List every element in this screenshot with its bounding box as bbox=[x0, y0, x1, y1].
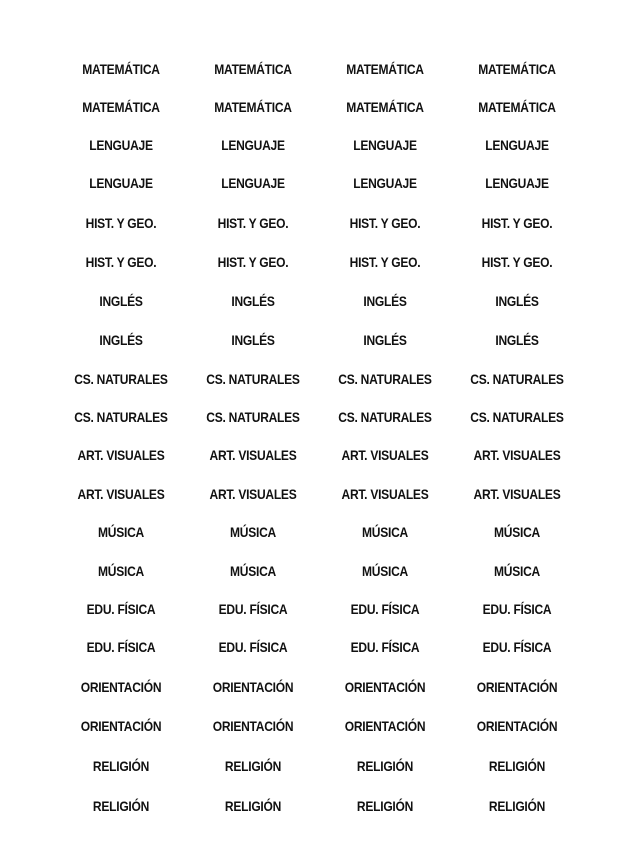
label-row bbox=[55, 57, 583, 81]
subject-label: HIST. Y GEO. bbox=[349, 254, 421, 270]
subject-label: CS. NATURALES bbox=[338, 371, 432, 387]
subject-label: MÚSICA bbox=[362, 563, 408, 579]
subject-label: RELIGIÓN bbox=[488, 758, 546, 774]
subject-label: EDU. FÍSICA bbox=[350, 601, 420, 617]
subject-label: RELIGIÓN bbox=[224, 758, 282, 774]
label-row bbox=[55, 211, 583, 235]
subject-label: EDU. FÍSICA bbox=[218, 639, 288, 655]
subject-label: HIST. Y GEO. bbox=[217, 254, 289, 270]
subject-label: ORIENTACIÓN bbox=[476, 679, 558, 695]
label-row bbox=[55, 520, 583, 544]
subject-label: RELIGIÓN bbox=[92, 758, 150, 774]
subject-label: ART. VISUALES bbox=[473, 447, 561, 463]
subject-label: ART. VISUALES bbox=[473, 486, 561, 502]
subject-label: ART. VISUALES bbox=[209, 486, 297, 502]
subject-label: EDU. FÍSICA bbox=[218, 601, 288, 617]
subject-label: MATEMÁTICA bbox=[214, 99, 292, 115]
subject-label: HIST. Y GEO. bbox=[217, 215, 289, 231]
subject-label: LENGUAJE bbox=[221, 175, 285, 191]
subject-label: INGLÉS bbox=[99, 332, 143, 348]
label-row bbox=[55, 794, 583, 818]
subject-label: LENGUAJE bbox=[353, 175, 417, 191]
subject-label: LENGUAJE bbox=[485, 137, 549, 153]
subject-label: LENGUAJE bbox=[89, 175, 153, 191]
subject-label: INGLÉS bbox=[99, 293, 143, 309]
subject-label: EDU. FÍSICA bbox=[86, 601, 156, 617]
subject-label: ORIENTACIÓN bbox=[344, 718, 426, 734]
subject-label: MÚSICA bbox=[98, 563, 144, 579]
subject-label: RELIGIÓN bbox=[92, 798, 150, 814]
subject-label: MÚSICA bbox=[494, 563, 540, 579]
subject-label: EDU. FÍSICA bbox=[482, 639, 552, 655]
subject-label: ART. VISUALES bbox=[341, 447, 429, 463]
subject-label: INGLÉS bbox=[363, 332, 407, 348]
subject-label: MÚSICA bbox=[494, 524, 540, 540]
label-row bbox=[55, 635, 583, 659]
subject-label: MATEMÁTICA bbox=[214, 61, 292, 77]
subject-label: ART. VISUALES bbox=[209, 447, 297, 463]
label-row bbox=[55, 754, 583, 778]
subject-label: RELIGIÓN bbox=[356, 758, 414, 774]
subject-label: LENGUAJE bbox=[221, 137, 285, 153]
label-row bbox=[55, 289, 583, 313]
subject-label: MATEMÁTICA bbox=[478, 99, 556, 115]
subject-label: EDU. FÍSICA bbox=[350, 639, 420, 655]
label-row bbox=[55, 559, 583, 583]
subject-label: MÚSICA bbox=[230, 563, 276, 579]
subject-label: MATEMÁTICA bbox=[346, 99, 424, 115]
subject-label: CS. NATURALES bbox=[470, 371, 564, 387]
subject-label: HIST. Y GEO. bbox=[85, 254, 157, 270]
label-row bbox=[55, 367, 583, 391]
subject-label: HIST. Y GEO. bbox=[349, 215, 421, 231]
subject-label: ART. VISUALES bbox=[341, 486, 429, 502]
subject-label: MATEMÁTICA bbox=[82, 99, 160, 115]
subject-label: RELIGIÓN bbox=[356, 798, 414, 814]
subject-label: MATEMÁTICA bbox=[346, 61, 424, 77]
subject-label: ART. VISUALES bbox=[77, 486, 165, 502]
subject-label: ORIENTACIÓN bbox=[80, 718, 162, 734]
subject-label: LENGUAJE bbox=[89, 137, 153, 153]
subject-label: INGLÉS bbox=[495, 293, 539, 309]
label-row bbox=[55, 133, 583, 157]
subject-label: MATEMÁTICA bbox=[478, 61, 556, 77]
subject-label: RELIGIÓN bbox=[488, 798, 546, 814]
label-row bbox=[55, 328, 583, 352]
subject-label: INGLÉS bbox=[495, 332, 539, 348]
subject-label: LENGUAJE bbox=[353, 137, 417, 153]
label-row bbox=[55, 250, 583, 274]
label-row bbox=[55, 95, 583, 119]
subject-label: MATEMÁTICA bbox=[82, 61, 160, 77]
subject-label: HIST. Y GEO. bbox=[481, 254, 553, 270]
subject-label: ORIENTACIÓN bbox=[212, 718, 294, 734]
subject-label: EDU. FÍSICA bbox=[86, 639, 156, 655]
subject-label: EDU. FÍSICA bbox=[482, 601, 552, 617]
subject-label: ORIENTACIÓN bbox=[344, 679, 426, 695]
subject-label: RELIGIÓN bbox=[224, 798, 282, 814]
subject-label: HIST. Y GEO. bbox=[481, 215, 553, 231]
label-row bbox=[55, 171, 583, 195]
subject-label: CS. NATURALES bbox=[470, 409, 564, 425]
label-row bbox=[55, 597, 583, 621]
label-row bbox=[55, 482, 583, 506]
label-row bbox=[55, 405, 583, 429]
subject-label: CS. NATURALES bbox=[74, 371, 168, 387]
subject-label: INGLÉS bbox=[231, 332, 275, 348]
subject-label: CS. NATURALES bbox=[206, 371, 300, 387]
subject-label: MÚSICA bbox=[98, 524, 144, 540]
subject-label: CS. NATURALES bbox=[206, 409, 300, 425]
subject-label: INGLÉS bbox=[363, 293, 407, 309]
subject-label: INGLÉS bbox=[231, 293, 275, 309]
subject-label: ORIENTACIÓN bbox=[476, 718, 558, 734]
subject-label: ORIENTACIÓN bbox=[80, 679, 162, 695]
subject-label: CS. NATURALES bbox=[338, 409, 432, 425]
subject-label: MÚSICA bbox=[362, 524, 408, 540]
label-row bbox=[55, 675, 583, 699]
subject-label: ORIENTACIÓN bbox=[212, 679, 294, 695]
label-row bbox=[55, 714, 583, 738]
label-row bbox=[55, 443, 583, 467]
subject-label: LENGUAJE bbox=[485, 175, 549, 191]
subject-label: CS. NATURALES bbox=[74, 409, 168, 425]
subject-label: ART. VISUALES bbox=[77, 447, 165, 463]
subject-label: MÚSICA bbox=[230, 524, 276, 540]
subject-label: HIST. Y GEO. bbox=[85, 215, 157, 231]
